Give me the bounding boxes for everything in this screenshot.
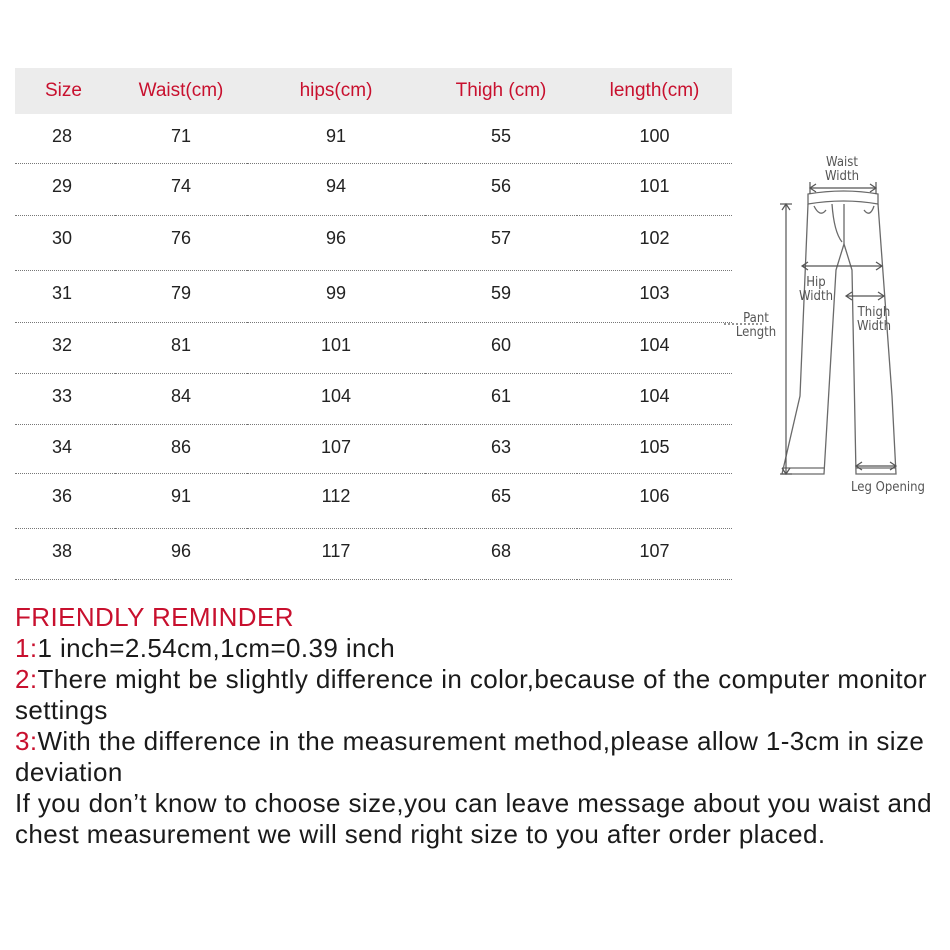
cell-waist: 79: [170, 282, 192, 303]
cell-size: 31: [52, 282, 73, 303]
table-row: [15, 424, 732, 473]
cell-waist: 74: [170, 175, 192, 196]
hip-width-label: [796, 276, 836, 304]
reminder-item-3: [15, 726, 940, 788]
table-row: [15, 528, 732, 579]
reminder-footer: If you don’t know to choose size,you can leave message about you waist and chest measurement we will send right size to you after order placed.: [15, 788, 933, 849]
cell-waist: 91: [170, 485, 192, 506]
cell-size: 28: [52, 126, 73, 146]
reminder-item-2: [15, 664, 940, 726]
cell-hips: 104: [320, 385, 352, 406]
cell-length: 102: [639, 227, 670, 248]
cell-thigh: 68: [490, 540, 512, 561]
cell-waist: 86: [170, 436, 192, 457]
pant-length-label: [734, 312, 777, 340]
cell-thigh: 63: [490, 436, 512, 457]
cell-thigh: 56: [490, 175, 512, 196]
leg-opening-label: Leg Opening: [850, 480, 925, 495]
table-row: [15, 270, 732, 322]
cell-thigh: 57: [490, 227, 512, 248]
cell-hips: 94: [325, 175, 347, 196]
cell-hips: 96: [325, 227, 347, 248]
waist-width-label-line1: Waist: [826, 155, 858, 170]
pant-length-label-line2: Length: [735, 325, 777, 340]
reminder-item-3-text: With the difference in the measurement method,please allow 1-3cm in size deviation: [15, 726, 925, 787]
thigh-width-label-line1: Thigh: [857, 305, 891, 320]
table-row: [15, 215, 732, 270]
hip-width-label-line2: Width: [798, 289, 834, 304]
cell-waist: 96: [170, 540, 192, 561]
cell-thigh: 65: [490, 485, 512, 506]
table-row: [15, 473, 732, 528]
size-chart-table: [15, 68, 732, 580]
cell-length: 107: [639, 540, 670, 561]
cell-length: 103: [639, 282, 670, 303]
header-size: Size: [45, 80, 82, 101]
cell-length: 104: [639, 385, 670, 406]
cell-size: 38: [52, 540, 73, 561]
table-row: [15, 114, 732, 163]
cell-hips: 107: [320, 436, 352, 457]
reminder-title: FRIENDLY REMINDER: [15, 602, 294, 632]
friendly-reminder: [15, 602, 940, 850]
cell-thigh: 55: [490, 126, 512, 146]
cell-length: 101: [639, 175, 670, 196]
cell-waist: 71: [170, 126, 192, 146]
reminder-item-1: [15, 633, 940, 664]
cell-hips: 101: [320, 334, 352, 355]
cell-length: 104: [639, 334, 670, 355]
cell-thigh: 59: [490, 282, 512, 303]
reminder-item-1-text: 1 inch=2.54cm,1cm=0.39 inch: [37, 633, 396, 663]
thigh-width-label: [854, 306, 894, 334]
cell-length: 100: [639, 126, 670, 146]
table-row: [15, 322, 732, 373]
reminder-item-2-number: 2:: [15, 664, 38, 694]
cell-size: 29: [52, 175, 73, 196]
cell-length: 106: [639, 485, 670, 506]
size-chart-header-row: [15, 68, 732, 114]
cell-size: 33: [52, 385, 73, 406]
pants-measurement-diagram: [724, 148, 950, 508]
table-row: [15, 373, 732, 424]
reminder-item-3-number: 3:: [15, 726, 38, 756]
cell-hips: 117: [321, 540, 351, 561]
header-length: length(cm): [609, 80, 700, 101]
hip-width-label-line1: Hip: [806, 275, 826, 290]
header-waist: Waist(cm): [138, 80, 224, 101]
header-hips: hips(cm): [299, 80, 373, 101]
thigh-width-label-line2: Width: [856, 319, 892, 334]
reminder-item-1-number: 1:: [15, 633, 38, 663]
cell-size: 34: [52, 436, 73, 457]
cell-waist: 84: [170, 385, 192, 406]
cell-hips: 99: [325, 282, 347, 303]
table-row: [15, 163, 732, 215]
reminder-item-2-text: There might be slightly difference in color,because of the computer monitor settings: [15, 664, 927, 725]
cell-thigh: 60: [490, 334, 512, 355]
cell-size: 30: [52, 227, 73, 248]
header-thigh: Thigh (cm): [455, 80, 547, 101]
cell-size: 32: [52, 334, 73, 355]
waist-width-label: [822, 156, 862, 184]
cell-size: 36: [52, 485, 73, 506]
cell-length: 105: [639, 436, 670, 457]
pant-length-label-line1: Pant: [743, 311, 769, 326]
cell-thigh: 61: [490, 385, 512, 406]
cell-hips: 91: [325, 126, 347, 146]
cell-waist: 76: [170, 227, 192, 248]
cell-waist: 81: [170, 334, 192, 355]
cell-hips: 112: [321, 485, 351, 506]
waist-width-label-line2: Width: [824, 169, 860, 184]
